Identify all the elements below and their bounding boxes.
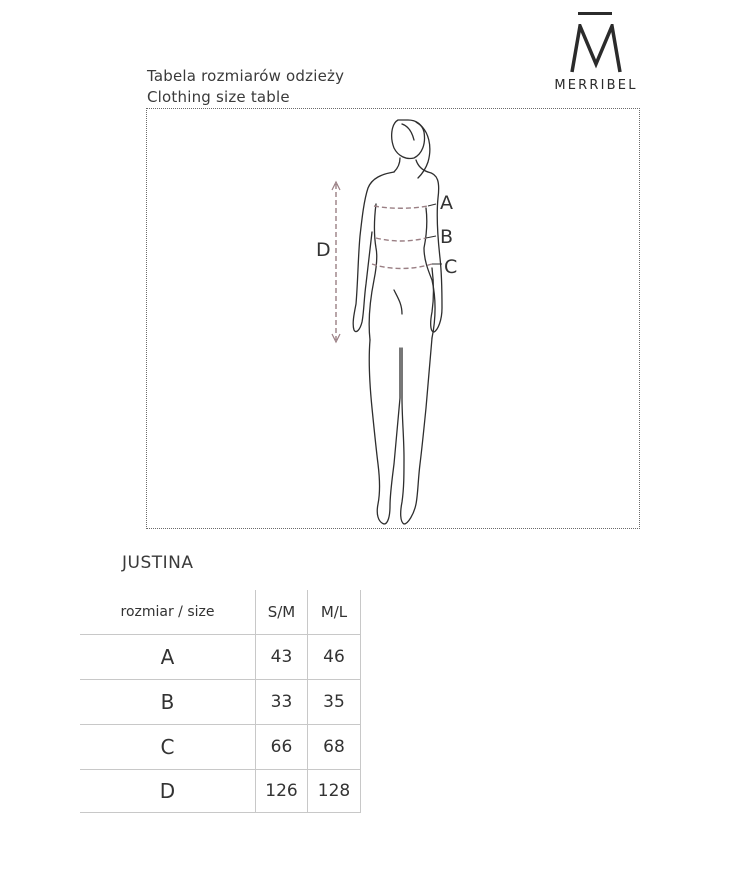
product-name: JUSTINA bbox=[122, 553, 194, 573]
table-row bbox=[80, 770, 360, 812]
header-size-ml: M/L bbox=[320, 603, 348, 621]
body-outline bbox=[353, 120, 442, 524]
table-divider bbox=[80, 724, 361, 725]
size-table-title bbox=[147, 66, 344, 108]
cell-ml: 128 bbox=[317, 781, 351, 801]
table-divider bbox=[80, 679, 361, 680]
table-divider bbox=[307, 590, 308, 813]
cell-ml: 35 bbox=[323, 692, 345, 712]
header-size-sm: S/M bbox=[267, 603, 296, 621]
row-label: B bbox=[160, 690, 175, 714]
body-figure bbox=[146, 108, 640, 529]
logo-bar bbox=[578, 12, 612, 15]
table-divider bbox=[80, 634, 361, 635]
label-b: B bbox=[440, 226, 454, 248]
cell-ml: 68 bbox=[323, 737, 345, 757]
label-c: C bbox=[444, 256, 458, 278]
label-a: A bbox=[440, 192, 453, 214]
measure-arrows bbox=[332, 182, 340, 342]
measure-line-b bbox=[376, 238, 426, 241]
cell-sm: 33 bbox=[270, 692, 293, 712]
cell-sm: 43 bbox=[270, 647, 293, 667]
label-d: D bbox=[316, 239, 331, 261]
row-label: C bbox=[160, 735, 175, 759]
table-header-row bbox=[80, 590, 360, 634]
measure-line-c bbox=[372, 264, 432, 269]
title-polish: Tabela rozmiarów odzieży bbox=[147, 67, 345, 85]
merribel-logo bbox=[546, 12, 646, 98]
cell-sm: 126 bbox=[265, 781, 298, 801]
row-label: A bbox=[160, 645, 175, 669]
title-english: Clothing size table bbox=[147, 88, 290, 106]
brand-name: MERRIBEL bbox=[554, 78, 638, 93]
row-label: D bbox=[159, 779, 176, 803]
table-divider bbox=[80, 769, 361, 770]
measure-line-a bbox=[374, 206, 428, 208]
table-divider bbox=[255, 590, 256, 813]
cell-ml: 46 bbox=[323, 647, 345, 667]
logo-m-mark bbox=[566, 24, 626, 74]
cell-sm: 66 bbox=[270, 737, 293, 757]
header-label: rozmiar / size bbox=[120, 604, 215, 620]
table-row bbox=[80, 635, 360, 679]
table-row bbox=[80, 725, 360, 769]
table-divider bbox=[80, 812, 361, 813]
measure-lines bbox=[336, 184, 432, 340]
table-row bbox=[80, 680, 360, 724]
table-divider bbox=[360, 590, 361, 813]
